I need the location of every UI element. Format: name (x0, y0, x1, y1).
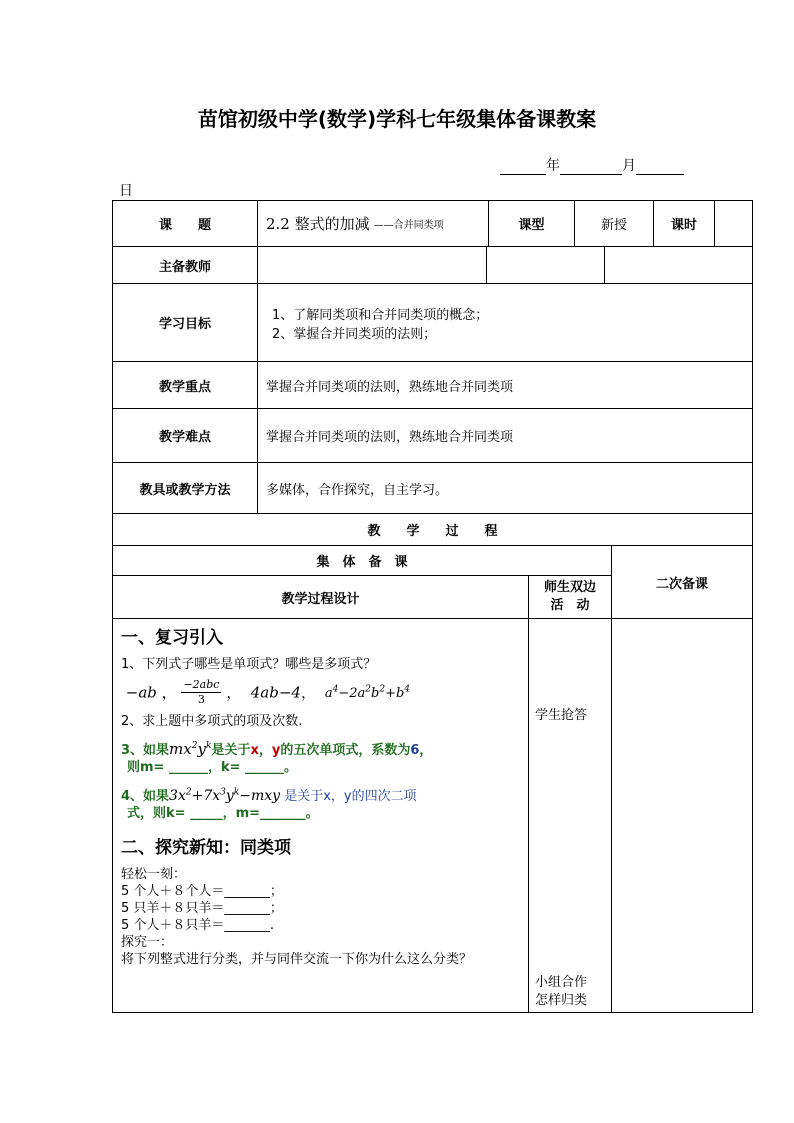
year-blank[interactable] (500, 160, 546, 175)
question-4: 4、如果$3x^2+7x^3y^k-mxy$ 是关于x，y的四次二项 (121, 787, 417, 805)
topic-main: 2.2 整式的加减 (266, 215, 370, 233)
question-3: 3、如果$mx^2y^k$是关于x，y的五次单项式，系数为6， (121, 740, 433, 759)
relax-line-3: 5 个人＋８只羊＝_______. (121, 917, 275, 933)
activity-label (528, 575, 612, 619)
section-review-title: 一、复习引入 (121, 628, 223, 648)
key-value: 掌握合并同类项的法则，熟练地合并同类项 (257, 361, 753, 409)
expr-neg-ab: −ab (121, 683, 157, 702)
key-label: 教学重点 (112, 361, 258, 409)
month-blank[interactable] (560, 160, 622, 175)
goal-item: 2、掌握合并同类项的法则； (272, 326, 437, 342)
question-4-line2: 式，则k= _____，m=_______。 (127, 806, 319, 822)
secondary-content-cell[interactable] (611, 618, 753, 1013)
design-content (121, 627, 522, 968)
section-explore-title: 二、探究新知：同类项 (121, 838, 291, 859)
activity-label-line1: 师生双边 (543, 579, 596, 595)
page-title: 苗馆初级中学(数学)学科七年级集体备课教案 (197, 107, 597, 131)
activity-cell (528, 618, 612, 1013)
method-label: 教具或教学方法 (112, 462, 258, 514)
relax-label: 轻松一刻： (121, 867, 187, 883)
day-label: 日 (119, 183, 133, 199)
explore-label: 探究一： (121, 934, 174, 950)
expr-q4: $3x^2+7x^3y^k-mxy$ (169, 787, 281, 805)
goals-cell (257, 283, 753, 362)
relax-line-1: 5 个人＋８个人＝_______； (121, 884, 283, 900)
expr-mx2yk: $mx^2y^k$ (169, 740, 212, 759)
relax-line-2: 5 只羊＋８只羊＝_______； (121, 900, 283, 916)
month-label: 月 (622, 158, 636, 174)
activity-1: 学生抢答 (535, 708, 588, 723)
hours-label: 课时 (653, 200, 715, 247)
hours-value[interactable] (714, 200, 753, 247)
collective-label: 集 体 备 课 (112, 545, 612, 576)
question-3-line2: 则m= ______，k= ______。 (127, 760, 298, 776)
goal-item: 1、了解同类项和合并同类项的概念； (272, 307, 489, 323)
day-blank[interactable] (636, 160, 684, 175)
type-value: 新授 (574, 200, 654, 247)
teacher-extra-1[interactable] (486, 246, 605, 284)
topic-sub: ——合并同类项 (373, 220, 444, 231)
method-value: 多媒体，合作探究，自主学习。 (257, 462, 753, 514)
expr-4ab-4: 4ab−4 (245, 683, 301, 702)
design-label: 教学过程设计 (112, 575, 529, 619)
teacher-label: 主备教师 (112, 246, 258, 284)
expr-fraction: $\frac{\text{−2abc}}{3}$ (183, 677, 220, 707)
teacher-value[interactable] (257, 246, 487, 284)
question-2: 2、求上题中多项式的项及次数. (121, 713, 303, 729)
design-content-cell (112, 618, 529, 1013)
question-1: 1、下列式子哪些是单项式？哪些是多项式？ (121, 657, 377, 673)
activity-2: 小组合作 怎样归类 (535, 975, 588, 1009)
teacher-extra-2[interactable] (604, 246, 753, 284)
difficult-value: 掌握合并同类项的法则，熟练地合并同类项 (257, 408, 753, 463)
goals-label: 学习目标 (112, 283, 258, 362)
lesson-plan-table (112, 200, 753, 1013)
expr-polynomial: $a^4-2a^2b^2+b^4$ (320, 684, 411, 702)
difficult-label: 教学难点 (112, 408, 258, 463)
explore-text: 将下列整式进行分类，并与同伴交流一下你为什么这么分类？ (121, 951, 473, 967)
activity-label-line2: 活 动 (550, 598, 590, 613)
expression-list: −ab ， $\frac{\text{−2abc}}{3}$ ， 4ab−4， $a^4-2a^2b^2+b^4$ (121, 677, 411, 707)
date-line (500, 155, 684, 175)
process-title: 教 学 过 程 (112, 513, 753, 546)
year-label: 年 (546, 158, 560, 174)
type-label: 课型 (488, 200, 575, 247)
topic-label: 课 题 (112, 200, 258, 247)
topic-value (257, 200, 489, 247)
secondary-label: 二次备课 (611, 545, 753, 619)
